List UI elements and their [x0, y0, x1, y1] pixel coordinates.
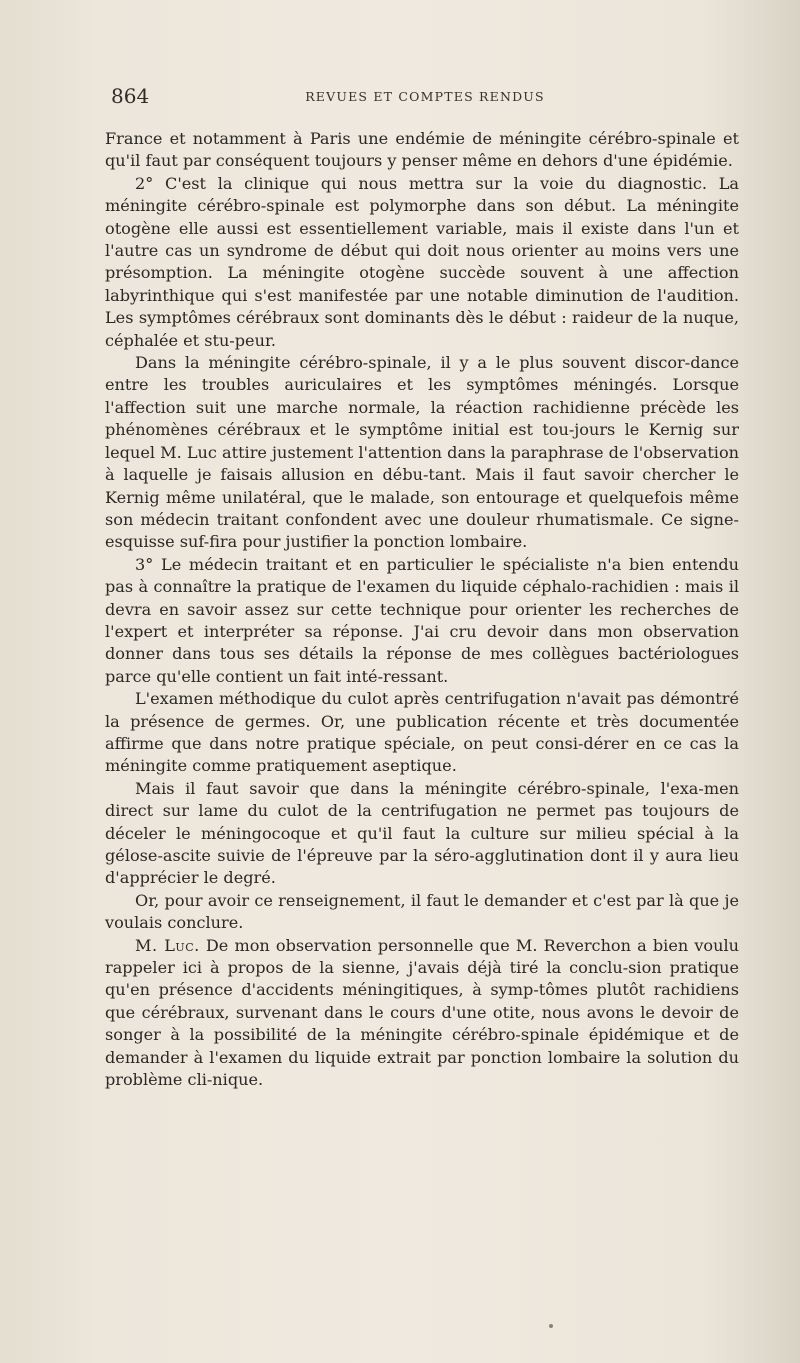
paragraph-cerebro-spinal: Dans la méningite cérébro-spinale, il y a le plus souvent discor-dance entre les troubles auriculaires et les symptômes méningés. Lorsque l'affection suit une marche normale, la réaction rachidienne précède les phénomènes cérébraux et le symptôme initial est tou-jours le Kernig sur lequel M. Luc attire justement l'attention dans la paraphrase de l'observation à laquelle je faisais allusion en débu-tant. Mais il faut savoir chercher le Kernig même unilatéral, que le malade, son entourage et quelquefois même son médecin traitant confondent avec une douleur rhumatismale. Ce signe-esquisse suf-fira pour justifier la ponction lombaire. [105, 353, 740, 552]
page-header [111, 84, 739, 112]
page-number: 864 [111, 84, 150, 108]
paragraph-culot-exam: L'examen méthodique du culot après centrifugation n'avait pas démontré la présence de germes. Or, une publication récente et très documentée affirme que dans notre pratique spéciale, on peut consi-dérer en ce cas la méningite comme pratiquement aseptique. [105, 689, 739, 776]
paragraph-point-2: 2° C'est la clinique qui nous mettra sur la voie du diagnostic. La méningite cérébro-spinale est polymorphe dans son début. La méningite otogène elle aussi est essentiellement variable, mais il existe dans l'un et l'autre cas un syndrome de début qui doit nous orienter au moins vers une présomption. La méningite otogène succède souvent à une affection labyrinthique qui s'est manifestée par une notable diminution de l'audition. Les symptômes cérébraux sont dominants dès le début : raideur de la nuque, céphalée et stu-peur. [105, 173, 739, 350]
article-body [105, 128, 739, 1091]
speaker-text: De mon observation personnelle que M. Reverchon a bien voulu rappeler ici à propos de la sienne, j'avais déjà tiré la conclu-sion pratique qu'en présence d'accidents méningitiques, à symp-tômes plutôt rachidiens que cérébraux, survenant dans le cours d'une otite, nous avons le devoir de songer à la possibilité de la méningite cérébro-spinale épidémique et de demander à l'examen du liquide extrait par ponction lombaire la solution du problème cli-nique. [105, 935, 740, 1090]
speaker-name: M. Luc. [135, 935, 200, 955]
paragraph-point-3: 3° Le médecin traitant et en particulier le spécialiste n'a bien entendu pas à connaître la pratique de l'examen du liquide céphalo-rachidien : mais il devra en savoir assez sur cette technique pour orienter les recherches de l'expert et interpréter sa réponse. J'ai cru devoir dans mon observation donner dans tous ses détails la réponse de mes collègues bactériologues parce qu'elle contient un fait inté-ressant. [105, 554, 739, 686]
paper-speck [549, 1324, 553, 1328]
paragraph-m-luc [105, 935, 739, 1092]
paragraph-conclusion: Or, pour avoir ce renseignement, il faut le demander et c'est par là que je voulais conclure. [105, 890, 739, 933]
running-title: REVUES ET COMPTES RENDUS [305, 89, 545, 104]
paragraph-continuation: France et notamment à Paris une endémie de méningite cérébro-spinale et qu'il faut par conséquent toujours y penser même en dehors d'une épidémie. [105, 129, 739, 171]
paragraph-meningococcus: Mais il faut savoir que dans la méningite cérébro-spinale, l'exa-men direct sur lame du culot de la centrifugation ne permet pas toujours de déceler le méningocoque et qu'il faut la culture sur milieu spécial à la gélose-ascite suivie de l'épreuve par la séro-agglutination dont il y aura lieu d'apprécier le degré. [105, 778, 739, 888]
